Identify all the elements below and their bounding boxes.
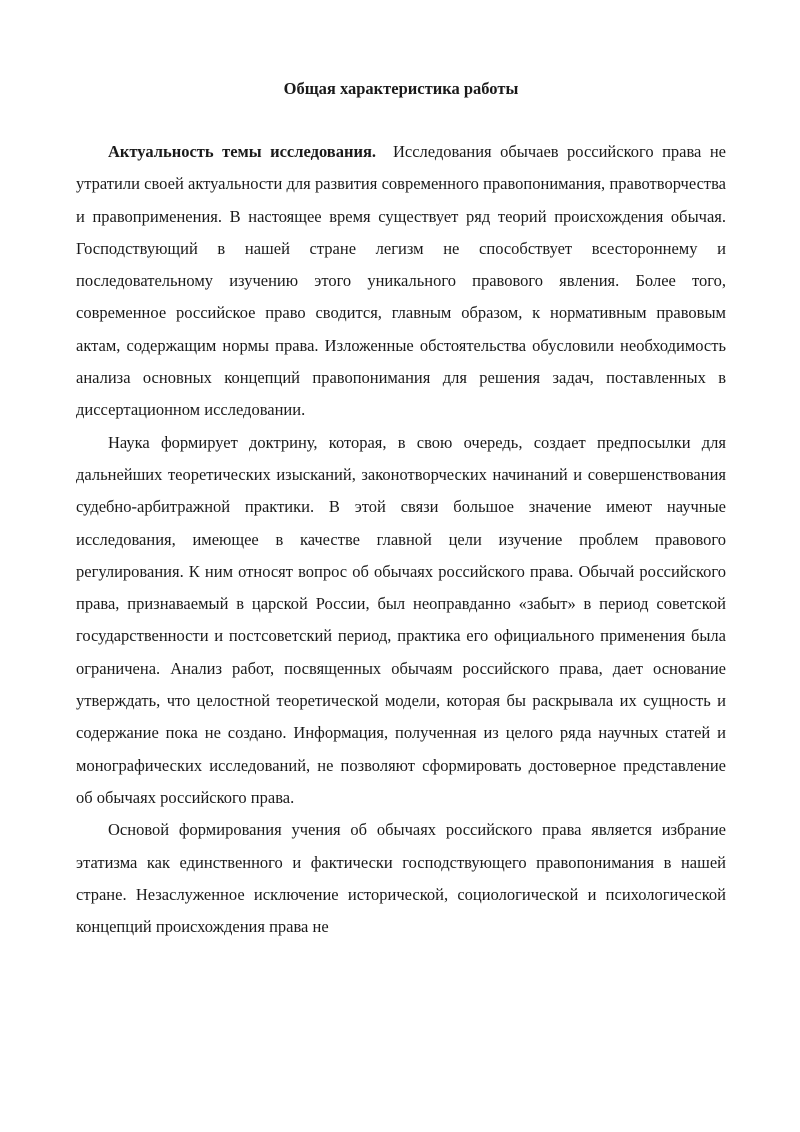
paragraph-relevance bbox=[76, 136, 726, 427]
document-title: Общая характеристика работы bbox=[283, 79, 519, 98]
paragraph-basis bbox=[76, 814, 726, 943]
paragraph-text: Наука формирует доктрину, которая, в свою очередь, создает предпосылки для дальнейших теоретических изысканий, законотворческих начинаний и совершенствования судебно-арбитражной практики. В этой связи большое значение имеют научные исследования, имеющее в качестве главной цели изучение проблем правового регулирования. К ним относят вопрос об обычаях российского права. Обычай российского права, признаваемый в царской России, был неоправданно «забыт» в период советской государственности и постсоветский период, практика его официального применения была ограничена. Анализ работ, посвященных обычаям российского права, дает основание утверждать, что целостной теоретической модели, которая бы раскрывала их сущность и содержание пока не создано. Информация, полученная из целого ряда научных статей и монографических исследований, не позволяют сформировать достоверное представление об обычаях российского права. bbox=[76, 432, 726, 807]
paragraph-lead: Актуальность темы исследования. bbox=[108, 142, 377, 161]
document-page bbox=[76, 78, 726, 943]
paragraph-science bbox=[76, 427, 726, 815]
paragraph-text: Основой формирования учения об обычаях российского права является избрание этатизма как единственного и фактически господствующего правопонимания в нашей стране. Незаслуженное исключение исторической, социологической и психологической концепций происхождения права не bbox=[76, 820, 726, 937]
paragraph-text: Исследования обычаев российского права не утратили своей актуальности для развития современного правопонимания, правотворчества и правоприменения. В настоящее время существует ряд теорий происхождения обычая. Господствующий в нашей стране легизм не способствует всестороннему и последовательному изучению этого уникального правового явления. Более того, современное российское право сводится, главным образом, к нормативным правовым актам, содержащим нормы права. Изложенные обстоятельства обусловили необходимость анализа основных концепций правопонимания для решения задач, поставленных в диссертационном исследовании. bbox=[76, 142, 726, 420]
